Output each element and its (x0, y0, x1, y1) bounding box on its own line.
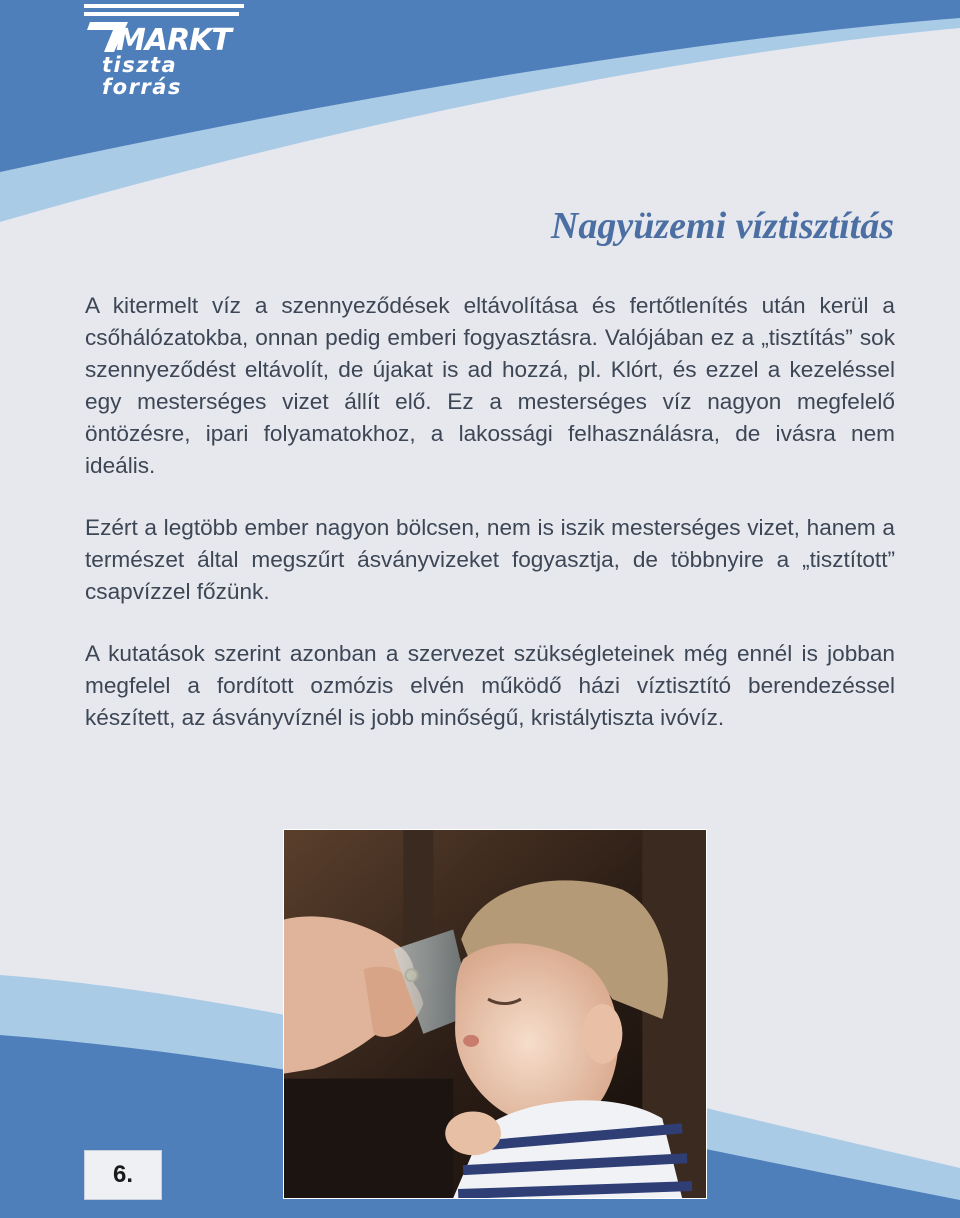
page-title: Nagyüzemi víztisztítás (550, 205, 894, 247)
page-number-badge: 6. (84, 1150, 162, 1200)
markt-logo-mark (84, 2, 254, 54)
tagline-line-2: forrás (102, 75, 182, 99)
body-text (85, 290, 895, 764)
tagline-line-1: tiszta (102, 53, 178, 77)
paragraph-2: Ezért a legtöbb ember nagyon bölcsen, nem is iszik mesterséges vizet, hanem a természet által megszűrt ásványvizeket fogyasztja, de többnyire a „tisztított” csapvízzel főzünk. (85, 515, 895, 604)
brand-logo (84, 2, 254, 106)
child-drinking-photo (283, 829, 707, 1199)
photo-illustration (284, 830, 706, 1198)
paragraph-1: A kitermelt víz a szennyeződések eltávolítása és fertőtlenítés után kerül a csőhálózatokba, onnan pedig emberi fogyasztásra. Valójában ez a „tisztítás” sok szennyeződést eltávolít, de újakat is ad hozzá, pl. Klórt, és ezzel a kezeléssel egy mesterséges vizet állít elő. Ez a mesterséges víz nagyon megfelelő öntözésre, ipari folyamatokhoz, a lakossági felhasználásra, de ivásra nem ideális. (85, 293, 895, 478)
brand-tagline (102, 54, 182, 98)
brand-name: MARKT (116, 23, 231, 54)
paragraph-3: A kutatások szerint azonban a szervezet szükségleteinek még ennél is jobban megfelel a fordított ozmózis elvén működő házi víztisztító berendezéssel készített, az ásványvíznél is jobb minőségű, kristálytiszta ivóvíz. (85, 641, 895, 730)
